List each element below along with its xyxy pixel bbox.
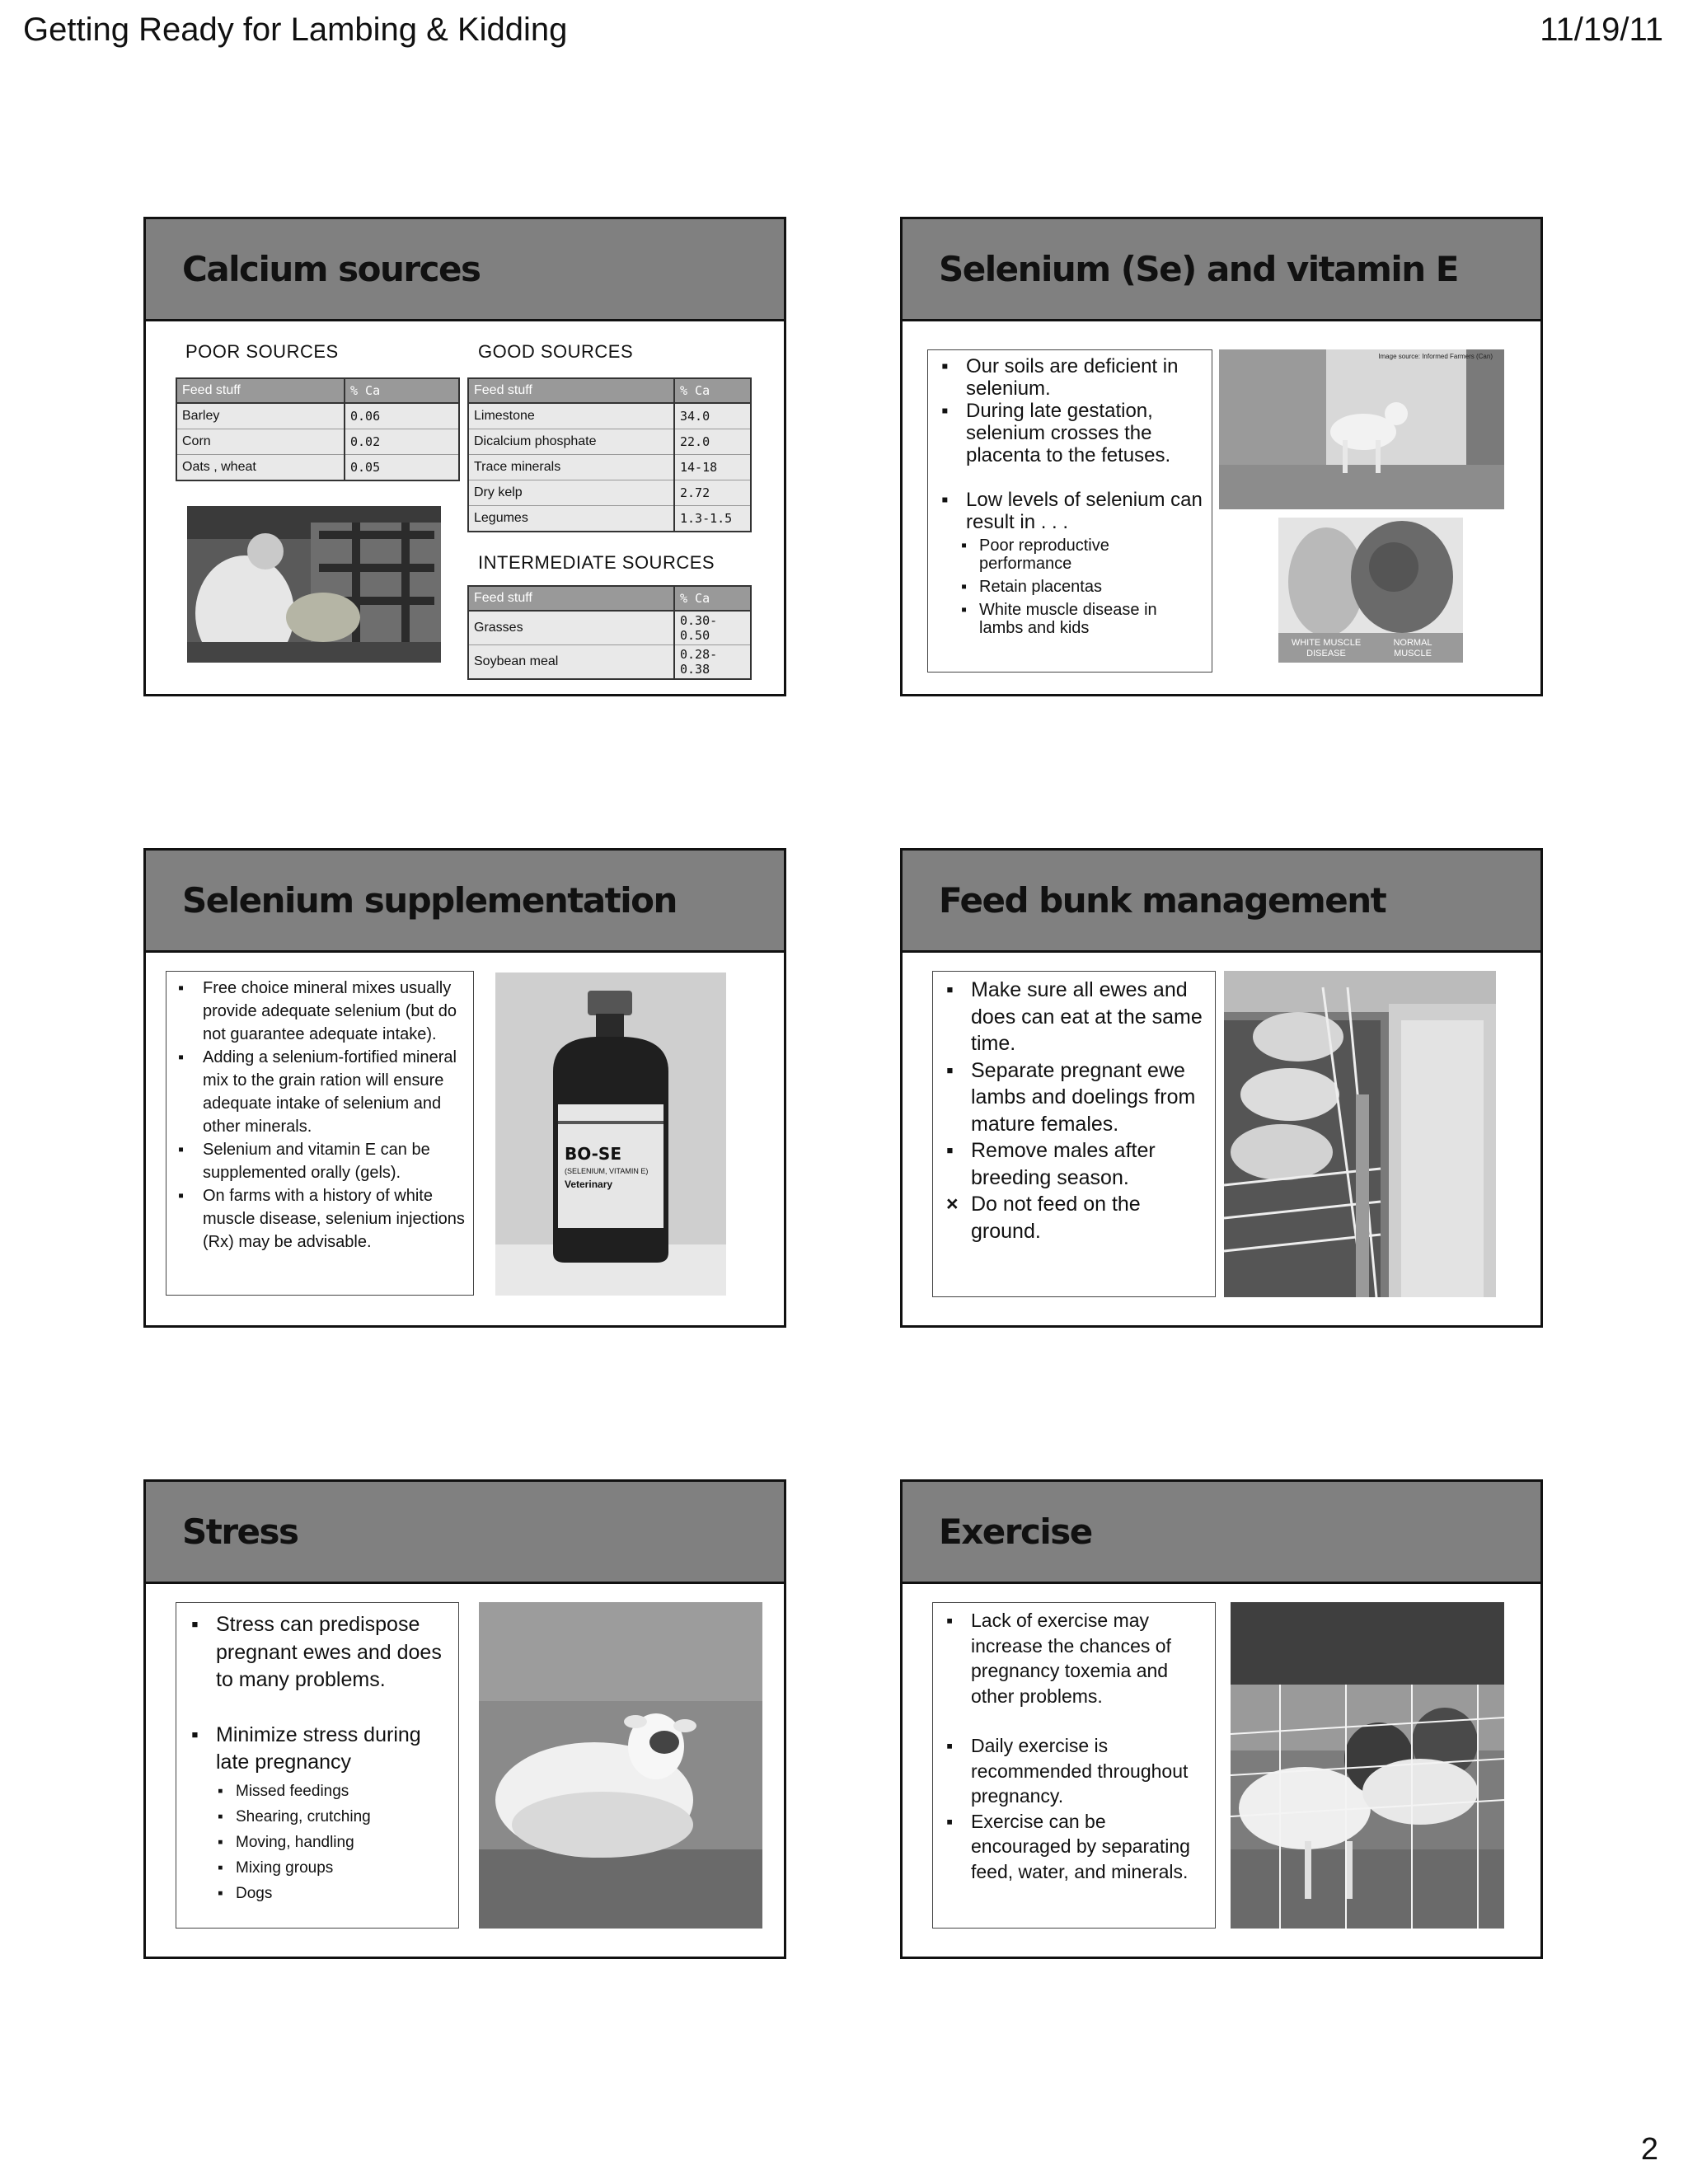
slide-header bbox=[903, 851, 1540, 953]
table-cell: Soybean meal bbox=[468, 645, 674, 680]
slide-stress bbox=[143, 1479, 786, 1959]
list-item: ▪ Dogs bbox=[216, 1881, 450, 1906]
supplementation-text-box bbox=[166, 971, 474, 1296]
document-header-date: 11/19/11 bbox=[1540, 12, 1663, 48]
table-row bbox=[468, 645, 751, 680]
bullet-list bbox=[935, 355, 1205, 533]
list-item: ▪ Minimize stress during late pregnancy bbox=[185, 1722, 450, 1777]
page-number: 2 bbox=[1640, 2132, 1658, 2167]
bottle-veterinary-label: Veterinary bbox=[565, 1179, 613, 1190]
bottle-brand-label: BO-SE bbox=[565, 1144, 621, 1164]
list-item: ▪ Lack of exercise may increase the chances of pregnancy toxemia and other problems. bbox=[940, 1608, 1208, 1708]
table-cell: Corn bbox=[176, 429, 345, 455]
slide-exercise bbox=[900, 1479, 1543, 1959]
table-header-row bbox=[468, 586, 751, 611]
document-header-title: Getting Ready for Lambing & Kidding bbox=[23, 12, 568, 48]
table-row bbox=[468, 455, 751, 480]
list-item: ▪ Exercise can be encouraged by separating feed, water, and minerals. bbox=[940, 1809, 1208, 1885]
table-row bbox=[176, 455, 459, 481]
list-item: ▪ Daily exercise is recommended throughout pregnancy. bbox=[940, 1733, 1208, 1809]
list-item: ▪ Shearing, crutching bbox=[216, 1804, 450, 1830]
slide-title: Selenium supplementation bbox=[182, 880, 677, 921]
table-header-row bbox=[468, 378, 751, 403]
slide-calcium-sources bbox=[143, 217, 786, 696]
slide-selenium-vitamin-e bbox=[900, 217, 1543, 696]
slide-title: Calcium sources bbox=[182, 249, 481, 289]
selenium-text-box bbox=[927, 349, 1212, 673]
table-cell: 0.28-0.38 bbox=[674, 645, 751, 680]
weak-lamb-photo bbox=[1219, 349, 1504, 509]
slide-header bbox=[146, 219, 784, 321]
table-row bbox=[176, 403, 459, 429]
table-row bbox=[468, 403, 751, 429]
list-item: ▪ Mixing groups bbox=[216, 1855, 450, 1881]
table-cell: 0.06 bbox=[345, 403, 459, 429]
slide-header bbox=[146, 1482, 784, 1584]
list-item: ▪ Selenium and vitamin E can be supplemented orally (gels). bbox=[171, 1138, 468, 1184]
table-row bbox=[468, 611, 751, 645]
list-item: ▪ On farms with a history of white muscle disease, selenium injections (Rx) may be advisable. bbox=[171, 1184, 468, 1254]
bullet-list bbox=[185, 1611, 450, 1777]
table-cell: Oats , wheat bbox=[176, 455, 345, 481]
slide-title: Selenium (Se) and vitamin E bbox=[939, 249, 1458, 289]
list-item: ▪ Retain placentas bbox=[959, 578, 1205, 596]
table-cell: 22.0 bbox=[674, 429, 751, 455]
slide-title: Feed bunk management bbox=[939, 880, 1386, 921]
table-cell: 1.3-1.5 bbox=[674, 506, 751, 532]
bose-bottle-photo bbox=[495, 972, 726, 1296]
normal-muscle-label: NORMAL MUSCLE bbox=[1393, 638, 1432, 658]
table-cell: Barley bbox=[176, 403, 345, 429]
sub-bullet-list bbox=[216, 1779, 450, 1906]
table-cell: 34.0 bbox=[674, 403, 751, 429]
slide-selenium-supplementation bbox=[143, 848, 786, 1328]
list-item: ▪ Make sure all ewes and does can eat at the same time. bbox=[940, 977, 1208, 1057]
feedbunk-text-box bbox=[932, 971, 1216, 1297]
table-header: Feed stuff bbox=[176, 378, 345, 403]
stress-text-box bbox=[176, 1602, 459, 1929]
intermediate-sources-label: INTERMEDIATE SOURCES bbox=[478, 552, 715, 573]
list-item: ▪ Free choice mineral mixes usually provide adequate selenium (but do not guarantee adequate intake). bbox=[171, 977, 468, 1046]
table-cell: Limestone bbox=[468, 403, 674, 429]
table-row bbox=[468, 480, 751, 506]
feed-bunk-photo bbox=[1224, 971, 1496, 1297]
image-source-caption: Image source: Informed Farmers (Can) bbox=[1378, 353, 1493, 360]
table-cell: 2.72 bbox=[674, 480, 751, 506]
list-item: ▪ Low levels of selenium can result in . . . bbox=[935, 489, 1205, 533]
slide-title: Exercise bbox=[939, 1511, 1092, 1552]
poor-sources-table bbox=[176, 377, 460, 481]
bullet-list bbox=[940, 977, 1208, 1244]
farmer-feeding-hay-photo bbox=[187, 506, 441, 663]
list-item: × Do not feed on the ground. bbox=[940, 1191, 1208, 1244]
muscle-comparison-photo bbox=[1278, 518, 1463, 663]
list-item: ▪ Remove males after breeding season. bbox=[940, 1137, 1208, 1191]
table-cell: Grasses bbox=[468, 611, 674, 645]
list-item: ▪ Adding a selenium-fortified mineral mix to the grain ration will ensure adequate intake of selenium and other minerals. bbox=[171, 1046, 468, 1138]
list-item: ▪ Moving, handling bbox=[216, 1830, 450, 1855]
table-cell: Trace minerals bbox=[468, 455, 674, 480]
table-cell: 0.30-0.50 bbox=[674, 611, 751, 645]
bullet-list bbox=[171, 977, 468, 1254]
list-item: ▪ White muscle disease in lambs and kids bbox=[959, 601, 1205, 637]
table-header: Feed stuff bbox=[468, 378, 674, 403]
table-cell: 0.05 bbox=[345, 455, 459, 481]
table-cell: Dry kelp bbox=[468, 480, 674, 506]
table-cell: Dicalcium phosphate bbox=[468, 429, 674, 455]
slide-header bbox=[903, 1482, 1540, 1584]
exercise-text-box bbox=[932, 1602, 1216, 1929]
table-row bbox=[468, 506, 751, 532]
list-item: ▪ Separate pregnant ewe lambs and doelings from mature females. bbox=[940, 1057, 1208, 1138]
table-header: % Ca bbox=[345, 378, 459, 403]
slide-header bbox=[903, 219, 1540, 321]
table-row bbox=[176, 429, 459, 455]
slide-title: Stress bbox=[182, 1511, 298, 1552]
sub-bullet-list bbox=[959, 537, 1205, 637]
white-muscle-disease-label: WHITE MUSCLE DISEASE bbox=[1291, 638, 1362, 658]
poor-sources-label: POOR SOURCES bbox=[185, 341, 339, 362]
table-cell: 0.02 bbox=[345, 429, 459, 455]
list-item: ▪ Missed feedings bbox=[216, 1779, 450, 1804]
list-item: ▪ Poor reproductive performance bbox=[959, 537, 1205, 573]
table-header: Feed stuff bbox=[468, 586, 674, 611]
list-item: ▪ During late gestation, selenium crosses the placenta to the fetuses. bbox=[935, 400, 1205, 466]
goats-behind-fence-photo bbox=[1231, 1602, 1504, 1929]
table-header: % Ca bbox=[674, 378, 751, 403]
table-row bbox=[468, 429, 751, 455]
good-sources-table bbox=[467, 377, 752, 532]
bullet-list bbox=[940, 1608, 1208, 1884]
list-item: ▪ Our soils are deficient in selenium. bbox=[935, 355, 1205, 400]
table-cell: 14-18 bbox=[674, 455, 751, 480]
bottle-subtitle-label: (SELENIUM, VITAMIN E) bbox=[565, 1167, 649, 1175]
table-cell: Legumes bbox=[468, 506, 674, 532]
table-header-row bbox=[176, 378, 459, 403]
table-header: % Ca bbox=[674, 586, 751, 611]
slide-feed-bunk-management bbox=[900, 848, 1543, 1328]
slide-header bbox=[146, 851, 784, 953]
good-sources-label: GOOD SOURCES bbox=[478, 341, 634, 362]
list-item: ▪ Stress can predispose pregnant ewes and does to many problems. bbox=[185, 1611, 450, 1694]
intermediate-sources-table bbox=[467, 585, 752, 680]
resting-ewe-photo bbox=[479, 1602, 762, 1929]
